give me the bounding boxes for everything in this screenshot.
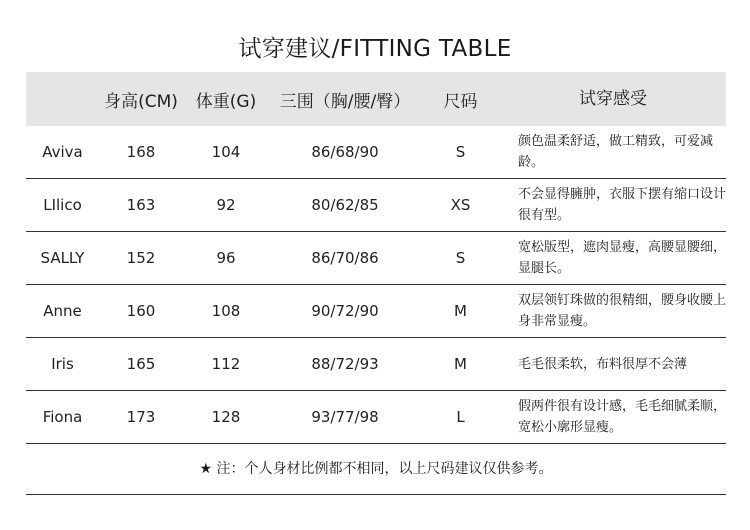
cell-size: M xyxy=(454,302,467,320)
cell-size: XS xyxy=(450,196,471,214)
cell-measurements: 93/77/98 xyxy=(311,408,379,426)
table-row xyxy=(26,126,726,179)
cell-measurements: 80/62/85 xyxy=(311,196,379,214)
cell-size: L xyxy=(456,408,465,426)
fitting-table xyxy=(26,72,726,444)
table-row xyxy=(26,338,726,391)
cell-height: 165 xyxy=(126,355,156,373)
cell-size: S xyxy=(455,143,466,161)
cell-height: 168 xyxy=(126,143,156,161)
disclaimer-note: ★ 注：个人身材比例都不相同，以上尺码建议仅供参考。 xyxy=(26,442,726,495)
table-row xyxy=(26,179,726,232)
cell-measurements: 86/68/90 xyxy=(311,143,379,161)
cell-measurements: 90/72/90 xyxy=(311,302,379,320)
cell-height: 160 xyxy=(126,302,156,320)
header-feedback: 试穿感受 xyxy=(579,88,647,109)
cell-height: 163 xyxy=(126,196,156,214)
cell-feedback: 假两件很有设计感，毛毛细腻柔顺，宽松小廓形显瘦。 xyxy=(518,399,727,435)
cell-height: 152 xyxy=(126,249,156,267)
cell-measurements: 88/72/93 xyxy=(311,355,379,373)
table-row xyxy=(26,391,726,444)
cell-size: M xyxy=(454,355,467,373)
cell-weight: 92 xyxy=(216,196,236,214)
page-title: 试穿建议/FITTING TABLE xyxy=(238,36,512,62)
cell-size: S xyxy=(455,249,466,267)
header-weight: 体重(G) xyxy=(195,91,257,112)
header-measurements: 三围（胸/腰/臀） xyxy=(279,91,411,112)
cell-name: Anne xyxy=(43,302,82,320)
cell-feedback: 颜色温柔舒适，做工精致，可爱减龄。 xyxy=(518,134,714,170)
cell-weight: 112 xyxy=(211,355,241,373)
cell-name: Fiona xyxy=(42,408,83,426)
cell-name: SALLY xyxy=(40,249,85,267)
cell-feedback: 毛毛很柔软，布料很厚不会薄 xyxy=(518,356,688,372)
cell-name: LIlico xyxy=(43,196,82,214)
cell-weight: 128 xyxy=(211,408,241,426)
cell-name: Iris xyxy=(51,355,74,373)
cell-feedback: 宽松版型，遮肉显瘦，高腰显腰细，显腿长。 xyxy=(518,240,727,276)
cell-measurements: 86/70/86 xyxy=(311,249,379,267)
table-row xyxy=(26,232,726,285)
table-header xyxy=(26,72,726,126)
cell-feedback: 不会显得臃肿，衣服下摆有缩口设计很有型。 xyxy=(518,187,727,223)
cell-name: Aviva xyxy=(42,143,83,161)
header-size: 尺码 xyxy=(443,91,478,112)
cell-height: 173 xyxy=(126,408,156,426)
cell-weight: 108 xyxy=(211,302,241,320)
cell-feedback: 双层领钉珠做的很精细，腰身收腰上身非常显瘦。 xyxy=(518,293,727,329)
cell-weight: 96 xyxy=(216,249,236,267)
cell-weight: 104 xyxy=(211,143,241,161)
header-height: 身高(CM) xyxy=(104,91,178,112)
table-row xyxy=(26,285,726,338)
